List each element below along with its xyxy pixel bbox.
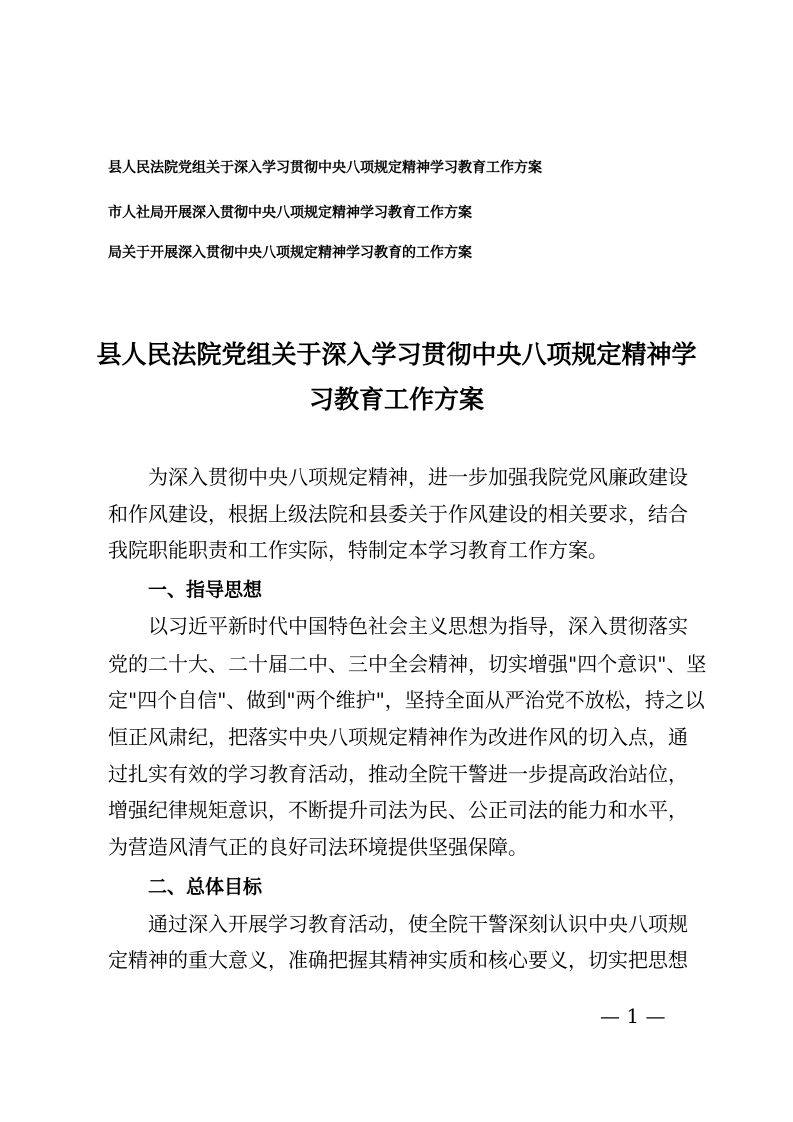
page-number: — 1 — [600,1004,666,1028]
paragraph-line: 以习近平新时代中国特色社会主义思想为指导，深入贯彻落实 [148,614,688,638]
paragraph-line: 过扎实有效的学习教育活动，推动全院干警进一步提高政治站位， [108,762,688,786]
paragraph-line: 我院职能职责和工作实际，特制定本学习教育工作方案。 [108,538,608,562]
section-heading: 一、指导思想 [148,579,263,601]
paragraph-line: 和作风建设，根据上级法院和县委关于作风建设的相关要求，结合 [108,502,688,526]
section-heading: 二、总体目标 [148,876,263,898]
paragraph-line: 为深入贯彻中央八项规定精神，进一步加强我院党风廉政建设 [148,465,688,489]
toc-item[interactable]: 市人社局开展深入贯彻中央八项规定精神学习教育工作方案 [108,205,472,221]
document-title: 县人民法院党组关于深入学习贯彻中央八项规定精神学 [96,340,697,369]
paragraph-line: 定"四个自信"、做到"两个维护"，坚持全面从严治党不放松，持之以 [108,688,705,712]
paragraph-line: 定精神的重大意义，准确把握其精神实质和核心要义，切实把思想 [108,948,688,972]
toc-item[interactable]: 县人民法院党组关于深入学习贯彻中央八项规定精神学习教育工作方案 [108,160,542,176]
paragraph-line: 通过深入开展学习教育活动，使全院干警深刻认识中央八项规 [148,912,688,936]
paragraph-line: 恒正风肃纪，把落实中央八项规定精神作为改进作风的切入点，通 [108,725,688,749]
toc-item[interactable]: 局关于开展深入贯彻中央八项规定精神学习教育的工作方案 [108,245,472,261]
document-title: 习教育工作方案 [308,385,484,414]
paragraph-line: 党的二十大、二十届二中、三中全会精神，切实增强"四个意识"、坚 [108,652,707,676]
paragraph-line: 为营造风清气正的良好司法环境提供坚强保障。 [108,835,528,859]
paragraph-line: 增强纪律规矩意识，不断提升司法为民、公正司法的能力和水平， [108,798,688,822]
